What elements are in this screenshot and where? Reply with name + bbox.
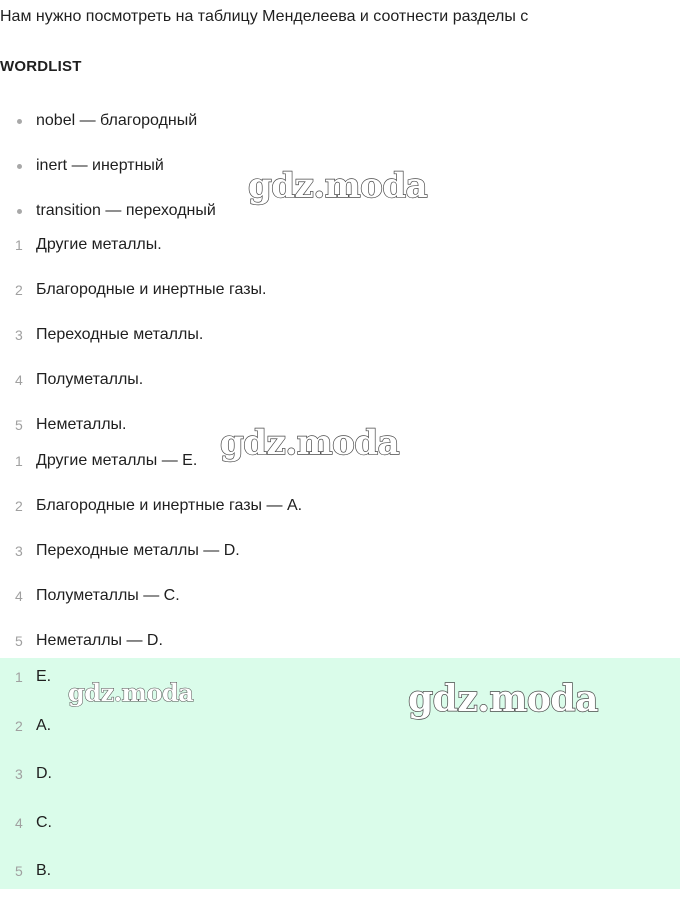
answer-box	[0, 658, 680, 889]
item-number: 4	[15, 814, 23, 831]
item-number: 3	[15, 543, 23, 559]
wordlist-item-text: inert — инертный	[36, 157, 164, 174]
wordlist-item-text: transition — переходный	[36, 202, 216, 219]
item-text: Другие металлы.	[36, 236, 162, 253]
item-text: Полуметаллы — C.	[36, 587, 180, 604]
item-text: C.	[36, 813, 52, 831]
wordlist-item-text: nobel — благородный	[36, 112, 198, 129]
watermark: gdz.moda	[68, 678, 194, 707]
item-text: Благородные и инертные газы.	[36, 281, 267, 298]
item-text: B.	[36, 862, 52, 879]
watermark: gdz.moda	[408, 678, 598, 720]
item-text: Благородные и инертные газы — A.	[36, 497, 303, 514]
item-text: E.	[36, 668, 52, 685]
item-number: 2	[15, 498, 23, 514]
item-number: 2	[15, 282, 23, 298]
bullet-icon	[17, 119, 22, 124]
item-number: 3	[15, 327, 23, 343]
item-number: 1	[15, 453, 23, 469]
watermark: gdz.moda	[248, 166, 428, 206]
item-text: Неметаллы — D.	[36, 632, 163, 649]
wordlist-heading: WORDLIST	[0, 58, 82, 75]
item-text: Другие металлы — E.	[36, 452, 198, 469]
item-number: 5	[15, 863, 23, 879]
item-number: 5	[15, 417, 23, 433]
item-number: 1	[15, 237, 23, 253]
item-number: 4	[15, 372, 23, 388]
watermark: gdz.moda	[220, 423, 400, 463]
item-text: Переходные металлы — D.	[36, 542, 240, 559]
bullet-icon	[17, 209, 22, 214]
intro-text: Нам нужно посмотреть на таблицу Менделеева и соотнести разделы с	[0, 8, 529, 25]
item-text: Переходные металлы.	[36, 326, 204, 343]
item-number: 1	[15, 669, 23, 685]
item-text: Полуметаллы.	[36, 371, 144, 388]
item-text: Неметаллы.	[36, 416, 127, 433]
item-text: D.	[36, 765, 52, 782]
item-text: A.	[36, 716, 52, 734]
item-number: 5	[15, 633, 23, 649]
item-number: 4	[15, 588, 23, 604]
item-number: 3	[15, 766, 23, 782]
bullet-icon	[17, 164, 22, 169]
item-number: 2	[15, 717, 23, 734]
